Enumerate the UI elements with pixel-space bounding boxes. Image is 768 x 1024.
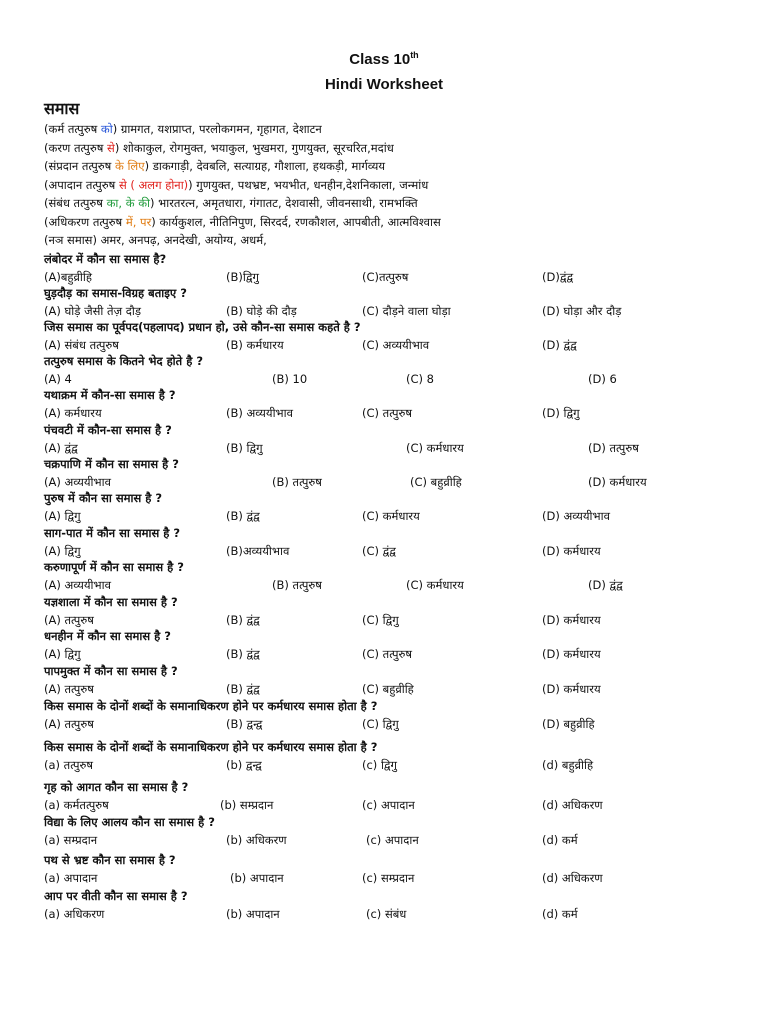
- samas-type-line: [44, 122, 322, 137]
- answer-option: (A) तत्पुरुष: [44, 717, 94, 731]
- answer-option: (C) द्विगु: [362, 613, 399, 627]
- samas-type-line: [44, 178, 428, 193]
- answer-option: (c) द्विगु: [362, 758, 398, 772]
- type-text: ) कार्यकुशल, नीतिनिपुण, सिरदर्द, रणकौशल, आपबीती, आत्मविश्वास: [151, 214, 441, 229]
- answer-option: (A)बहुव्रीहि: [44, 270, 92, 284]
- samas-type-line: [44, 196, 418, 211]
- case-marker: के लिए: [114, 159, 145, 173]
- question-text: पंचवटी में कौन-सा समास है ?: [44, 423, 172, 437]
- type-text: ) गुणयुक्त, पथभ्रष्ट, भयभीत, धनहीन,देशनिकाला, जन्मांध: [188, 177, 429, 192]
- answer-option: (B) अव्ययीभाव: [226, 406, 294, 420]
- answer-option: (b) अपादान: [230, 871, 284, 885]
- type-text: ) ग्रामगत, यशप्राप्त, परलोकगमन, गृहागत, देशाटन: [112, 122, 322, 136]
- answer-option: (b) अधिकरण: [226, 833, 287, 847]
- question-text: तत्पुरुष समास के कितने भेद होते है ?: [44, 354, 203, 368]
- answer-option: (B) तत्पुरुष: [272, 475, 322, 489]
- answer-option: (D) द्विगु: [542, 406, 580, 420]
- answer-option: (a) कर्मतत्पुरुष: [44, 798, 109, 812]
- answer-option: (C) बहुव्रीहि: [410, 475, 462, 489]
- answer-option: (A) द्विगु: [44, 647, 81, 661]
- question-text: किस समास के दोनों शब्दों के समानाधिकरण होने पर कर्मधारय समास होता है ?: [44, 740, 378, 754]
- type-text: ) भारतरत्न, अमृतधारा, गंगातट, देशवासी, जीवनसाथी, रामभक्ति: [150, 196, 418, 210]
- answer-option: (b) द्वन्द्व: [226, 758, 262, 772]
- answer-option: (c) अपादान: [366, 833, 419, 847]
- answer-option: (C) द्वंद्व: [362, 544, 396, 558]
- answer-option: (C) तत्पुरुष: [362, 406, 413, 420]
- answer-option: (A) तत्पुरुष: [44, 613, 94, 627]
- answer-option: (C) द्विगु: [362, 717, 399, 731]
- answer-option: (B) तत्पुरुष: [272, 578, 322, 592]
- answer-option: (D)द्वंद्व: [542, 270, 574, 284]
- samas-type-line: [44, 233, 267, 248]
- answer-option: (D) 6: [588, 372, 617, 386]
- answer-option: (D) घोड़ा और दौड़: [542, 304, 622, 318]
- answer-option: (C) कर्मधारय: [406, 441, 464, 455]
- question-text: घुड़दौड़ का समास-विग्रह बताइए ?: [44, 286, 187, 300]
- answer-option: (B) द्वंद्व: [226, 682, 260, 696]
- question-text: गृह को आगत कौन सा समास है ?: [44, 780, 189, 794]
- answer-option: (d) अधिकरण: [542, 798, 603, 812]
- answer-option: (C) अव्ययीभाव: [362, 338, 430, 352]
- answer-option: (C) बहुव्रीहि: [362, 682, 414, 696]
- answer-option: (C) दौड़ने वाला घोड़ा: [362, 304, 451, 318]
- answer-option: (d) अधिकरण: [542, 871, 603, 885]
- case-marker: से: [107, 140, 115, 155]
- answer-option: (C) 8: [406, 372, 434, 386]
- answer-option: (A) द्वंद्व: [44, 441, 78, 455]
- answer-option: (b) अपादान: [226, 907, 280, 921]
- answer-option: (D) बहुव्रीहि: [542, 717, 595, 731]
- answer-option: (d) कर्म: [542, 833, 578, 847]
- case-marker: में, पर: [125, 214, 152, 229]
- samas-type-line: [44, 141, 394, 156]
- type-text: (कर्म तत्पुरुष: [44, 122, 101, 136]
- answer-option: (D) कर्मधारय: [542, 647, 601, 661]
- type-text: (अपादान तत्पुरुष: [44, 177, 119, 192]
- question-text: पुरुष में कौन सा समास है ?: [44, 491, 163, 505]
- type-text: (करण तत्पुरुष: [44, 140, 108, 155]
- question-text: यथाक्रम में कौन-सा समास है ?: [44, 388, 176, 402]
- answer-option: (D) कर्मधारय: [588, 475, 647, 489]
- type-text: ) डाकगाड़ी, देवबलि, सत्याग्रह, गौशाला, हथकड़ी, मार्गव्यय: [144, 159, 386, 173]
- answer-option: (B) द्वंद्व: [226, 613, 260, 627]
- question-text: चक्रपाणि में कौन सा समास है ?: [44, 457, 179, 471]
- answer-option: (C)तत्पुरुष: [362, 270, 409, 284]
- case-marker: का, के की: [106, 196, 151, 210]
- answer-option: (c) संबंध: [366, 907, 407, 921]
- answer-option: (A) घोड़े जैसी तेज़ दौड़: [44, 304, 141, 318]
- answer-option: (D) द्वंद्व: [588, 578, 623, 592]
- question-text: यज्ञशाला में कौन सा समास है ?: [44, 595, 178, 609]
- answer-option: (a) अधिकरण: [44, 907, 105, 921]
- case-marker: को: [100, 122, 113, 136]
- answer-option: (C) कर्मधारय: [406, 578, 464, 592]
- answer-option: (a) सम्प्रदान: [44, 833, 98, 847]
- answer-option: (B) द्वंद्व: [226, 647, 260, 661]
- answer-option: (b) सम्प्रदान: [220, 798, 274, 812]
- answer-option: (D) द्वंद्व: [542, 338, 577, 352]
- class-title: Class 10th: [349, 50, 419, 68]
- type-text: (नञ समास) अमर, अनपढ़, अनदेखी, अयोग्य, अधर्म,: [44, 233, 267, 247]
- worksheet-title: Hindi Worksheet: [324, 76, 444, 93]
- answer-option: (A) तत्पुरुष: [44, 682, 94, 696]
- samas-type-line: [44, 215, 441, 230]
- answer-option: (c) सम्प्रदान: [362, 871, 415, 885]
- question-text: जिस समास का पूर्वपद(पहलापद) प्रधान हो, उसे कौन-सा समास कहते है ?: [44, 320, 361, 334]
- answer-option: (B) घोड़े की दौड़: [226, 304, 297, 318]
- answer-option: (c) अपादान: [362, 798, 415, 812]
- section-heading: समास: [44, 99, 80, 118]
- question-text: आप पर वीती कौन सा समास है ?: [44, 889, 188, 903]
- answer-option: (A) कर्मधारय: [44, 406, 102, 420]
- answer-option: (d) बहुव्रीहि: [542, 758, 594, 772]
- answer-option: (B) द्विगु: [226, 441, 263, 455]
- type-text: (संबंध तत्पुरुष: [44, 196, 107, 210]
- samas-type-line: [44, 159, 385, 174]
- answer-option: (A) द्विगु: [44, 509, 81, 523]
- type-text: ) शोकाकुल, रोगमुक्त, भयाकुल, भुखमरा, गुणयुक्त, सूरचरित,मदांध: [114, 140, 394, 155]
- answer-option: (a) अपादान: [44, 871, 98, 885]
- answer-option: (B) कर्मधारय: [226, 338, 284, 352]
- question-text: लंबोदर में कौन सा समास है?: [44, 252, 167, 266]
- question-text: साग-पात में कौन सा समास है ?: [44, 526, 181, 540]
- answer-option: (A) संबंध तत्पुरुष: [44, 338, 119, 352]
- answer-option: (A) अव्ययीभाव: [44, 475, 111, 489]
- answer-option: (B) द्वंद्व: [226, 509, 260, 523]
- answer-option: (a) तत्पुरुष: [44, 758, 94, 772]
- answer-option: (d) कर्म: [542, 907, 578, 921]
- answer-option: (B)अव्ययीभाव: [226, 544, 290, 558]
- case-marker: से ( अलग होना): [118, 177, 189, 192]
- type-text: (अधिकरण तत्पुरुष: [44, 214, 126, 229]
- answer-option: (D) कर्मधारय: [542, 613, 601, 627]
- answer-option: (A) अव्ययीभाव: [44, 578, 111, 592]
- answer-option: (C) तत्पुरुष: [362, 647, 413, 661]
- answer-option: (C) कर्मधारय: [362, 509, 420, 523]
- answer-option: (D) अव्ययीभाव: [542, 509, 610, 523]
- question-text: पापमुक्त में कौन सा समास है ?: [44, 664, 178, 678]
- answer-option: (D) तत्पुरुष: [588, 441, 639, 455]
- answer-option: (B)द्विगु: [226, 270, 259, 284]
- answer-option: (D) कर्मधारय: [542, 682, 601, 696]
- question-text: किस समास के दोनों शब्दों के समानाधिकरण होने पर कर्मधारय समास होता है ?: [44, 699, 378, 713]
- answer-option: (A) 4: [44, 372, 72, 386]
- question-text: विद्या के लिए आलय कौन सा समास है ?: [44, 815, 215, 829]
- answer-option: (A) द्विगु: [44, 544, 81, 558]
- answer-option: (B) द्वन्द्व: [226, 717, 263, 731]
- answer-option: (D) कर्मधारय: [542, 544, 601, 558]
- type-text: (संप्रदान तत्पुरुष: [44, 159, 115, 173]
- question-text: धनहीन में कौन सा समास है ?: [44, 629, 171, 643]
- question-text: करुणापूर्ण में कौन सा समास है ?: [44, 560, 184, 574]
- question-text: पथ से भ्रष्ट कौन सा समास है ?: [44, 853, 176, 867]
- answer-option: (B) 10: [272, 372, 308, 386]
